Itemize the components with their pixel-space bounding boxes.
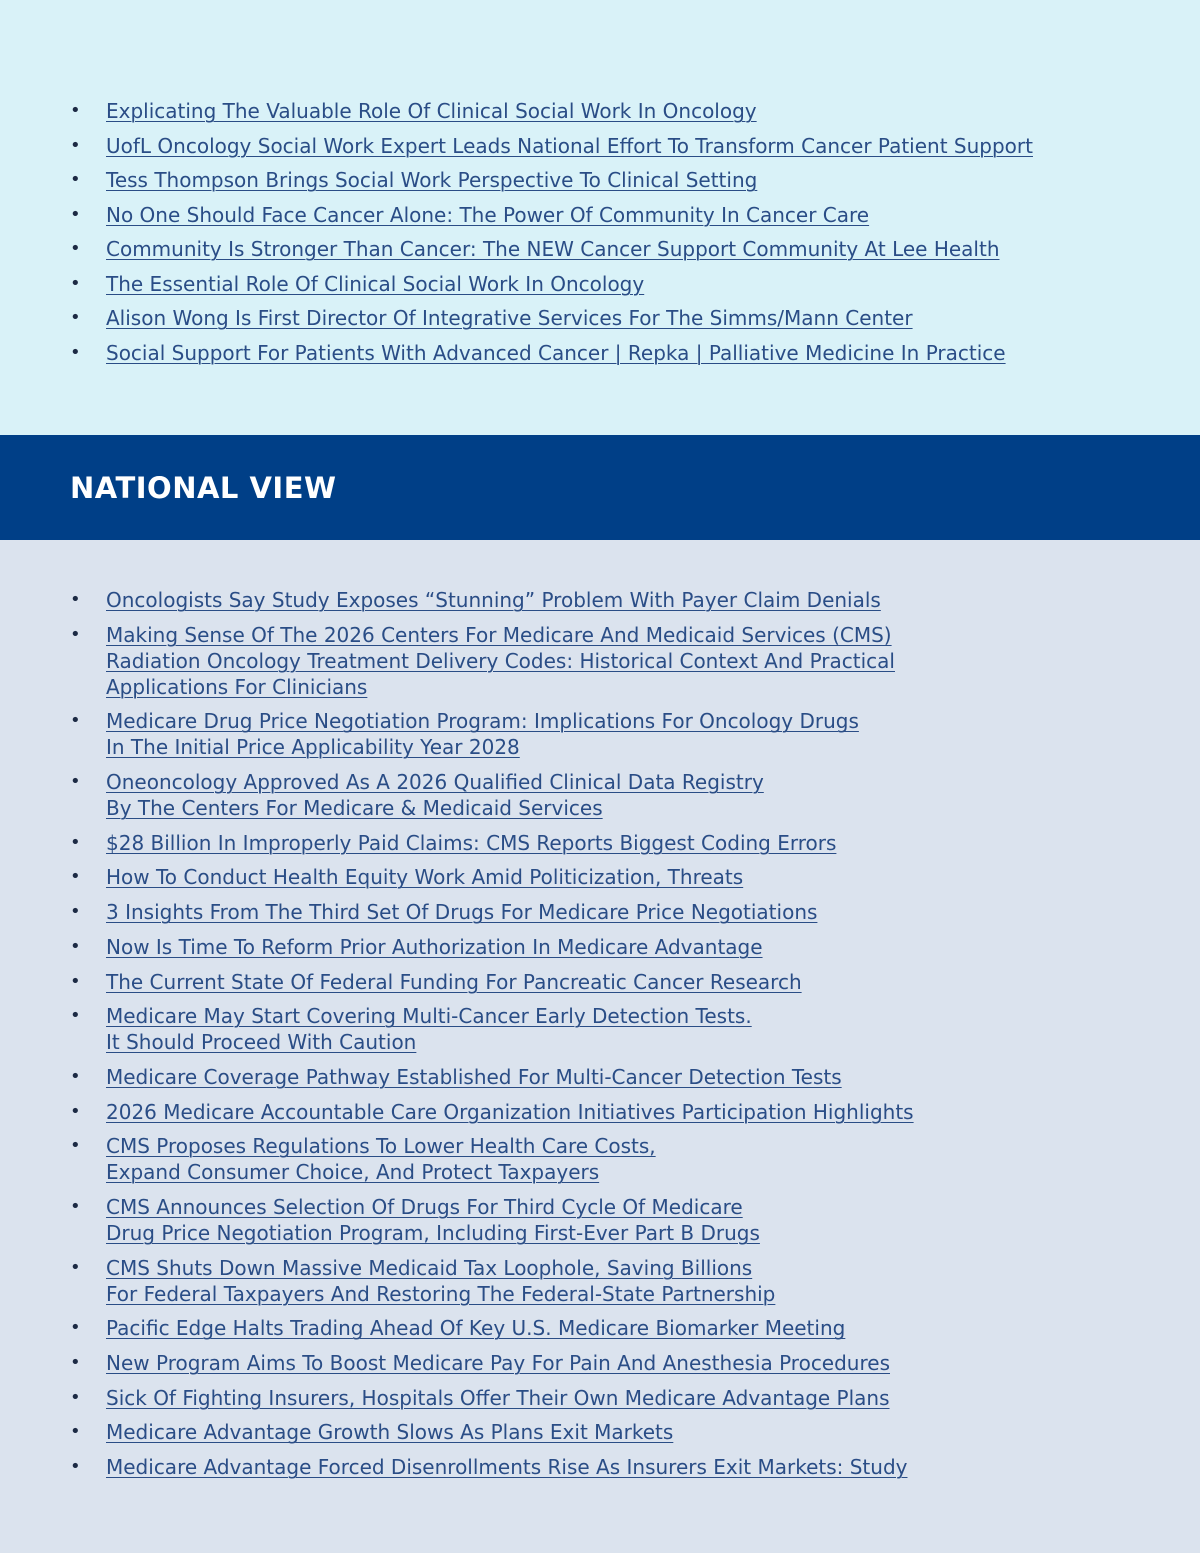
list-item — [70, 1064, 1130, 1090]
list-item — [70, 202, 1130, 228]
list-item — [70, 1255, 1130, 1307]
link-text-line: Now Is Time To Reform Prior Authorization In Medicare Advantage — [106, 934, 763, 959]
article-link[interactable] — [106, 970, 802, 994]
bullet-icon: • — [70, 771, 81, 793]
link-text-line: UofL Oncology Social Work Expert Leads National Effort To Transform Cancer Patient Support — [106, 133, 1033, 158]
link-text-line: Expand Consumer Choice, And Protect Taxpayers — [106, 1160, 600, 1185]
bullet-icon: • — [70, 831, 81, 853]
link-text-line: Medicare Advantage Growth Slows As Plans Exit Markets — [106, 1420, 674, 1445]
article-link[interactable] — [106, 900, 817, 924]
link-text-line: Medicare Drug Price Negotiation Program: Implications For Oncology Drugs — [106, 709, 859, 734]
article-link[interactable] — [106, 99, 757, 123]
national-view-banner — [0, 435, 1200, 540]
list-item — [70, 1315, 1130, 1341]
link-text-line: Medicare Advantage Forced Disenrollments Rise As Insurers Exit Markets: Study — [106, 1455, 908, 1480]
list-item — [70, 271, 1130, 297]
article-link[interactable] — [106, 1316, 845, 1340]
link-text-line: For Federal Taxpayers And Restoring The Federal-State Partnership — [106, 1281, 776, 1306]
article-link[interactable] — [106, 623, 895, 699]
link-text-line: Explicating The Valuable Role Of Clinical Social Work In Oncology — [106, 99, 757, 123]
article-link[interactable] — [106, 1455, 907, 1479]
article-link[interactable] — [106, 237, 1000, 261]
bullet-icon: • — [70, 1386, 81, 1408]
article-link[interactable] — [106, 341, 1006, 365]
link-text-line: Drug Price Negotiation Program, Including First-Ever Part B Drugs — [106, 1220, 760, 1245]
list-item — [70, 1350, 1130, 1376]
link-text-line: No One Should Face Cancer Alone: The Power Of Community In Cancer Care — [106, 202, 870, 227]
bullet-icon: • — [70, 100, 81, 121]
link-text-line: CMS Shuts Down Massive Medicaid Tax Loophole, Saving Billions — [106, 1255, 753, 1280]
article-link[interactable] — [106, 1134, 656, 1184]
bullet-icon: • — [70, 1195, 81, 1217]
link-text-line: Sick Of Fighting Insurers, Hospitals Offer Their Own Medicare Advantage Plans — [106, 1385, 890, 1410]
top-links-section — [0, 0, 1200, 435]
national-link-list — [0, 587, 1200, 1480]
list-item — [70, 969, 1130, 995]
bullet-icon: • — [70, 1065, 81, 1087]
link-text-line: Oncologists Say Study Exposes “Stunning” Problem With Payer Claim Denials — [106, 588, 881, 612]
link-text-line: Tess Thompson Brings Social Work Perspective To Clinical Setting — [106, 168, 758, 192]
link-text-line: The Essential Role Of Clinical Social Work In Oncology — [106, 271, 645, 296]
list-item — [70, 769, 1130, 821]
bullet-icon: • — [70, 1317, 81, 1339]
article-link[interactable] — [106, 1256, 775, 1306]
article-link[interactable] — [106, 1195, 760, 1245]
bullet-icon: • — [70, 1100, 81, 1122]
article-link[interactable] — [106, 935, 763, 959]
list-item — [70, 1194, 1130, 1246]
list-item — [70, 934, 1130, 960]
link-text-line: Applications For Clinicians — [106, 674, 368, 699]
list-item — [70, 305, 1130, 331]
link-text-line: It Should Proceed With Caution — [106, 1030, 417, 1055]
bullet-icon: • — [70, 1005, 81, 1027]
bullet-icon: • — [70, 1135, 81, 1157]
list-item — [70, 864, 1130, 890]
article-link[interactable] — [106, 203, 869, 227]
top-link-list — [0, 98, 1200, 366]
bullet-icon: • — [70, 935, 81, 957]
article-link[interactable] — [106, 1065, 842, 1089]
article-link[interactable] — [106, 272, 644, 296]
article-link[interactable] — [106, 306, 913, 330]
link-text-line: Alison Wong Is First Director Of Integrative Services For The Simms/Mann Center — [106, 306, 913, 330]
bullet-icon: • — [70, 1456, 81, 1478]
national-view-section — [0, 540, 1200, 1553]
bullet-icon: • — [70, 203, 81, 225]
link-text-line: CMS Proposes Regulations To Lower Health Care Costs, — [106, 1134, 656, 1159]
article-link[interactable] — [106, 588, 881, 612]
list-item — [70, 899, 1130, 925]
link-text-line: $28 Billion In Improperly Paid Claims: CMS Reports Biggest Coding Errors — [106, 830, 837, 855]
article-link[interactable] — [106, 1386, 890, 1410]
list-item — [70, 236, 1130, 262]
bullet-icon: • — [70, 1421, 81, 1443]
link-text-line: Social Support For Patients With Advanced Cancer | Repka | Palliative Medicine In Practice — [106, 340, 1006, 365]
bullet-icon: • — [70, 866, 81, 888]
list-item — [70, 1454, 1130, 1480]
link-text-line: Medicare Coverage Pathway Established For Multi-Cancer Detection Tests — [106, 1064, 842, 1089]
list-item — [70, 830, 1130, 856]
link-text-line: The Current State Of Federal Funding For Pancreatic Cancer Research — [106, 969, 802, 994]
bullet-icon: • — [70, 307, 81, 328]
list-item — [70, 1419, 1130, 1445]
list-item — [70, 340, 1130, 366]
link-text-line: Medicare May Start Covering Multi-Cancer Early Detection Tests. — [106, 1004, 752, 1029]
link-text-line: CMS Announces Selection Of Drugs For Third Cycle Of Medicare — [106, 1194, 743, 1219]
article-link[interactable] — [106, 1420, 673, 1444]
link-text-line: Radiation Oncology Treatment Delivery Codes: Historical Context And Practical — [106, 648, 895, 673]
link-text-line: Community Is Stronger Than Cancer: The NEW Cancer Support Community At Lee Health — [106, 237, 1000, 261]
list-item — [70, 622, 1130, 700]
bullet-icon: • — [70, 272, 81, 294]
article-link[interactable] — [106, 709, 859, 759]
list-item — [70, 1003, 1130, 1055]
section-heading: NATIONAL VIEW — [70, 470, 337, 505]
list-item — [70, 1385, 1130, 1411]
article-link[interactable] — [106, 1004, 752, 1054]
list-item — [70, 1133, 1130, 1185]
bullet-icon: • — [70, 710, 81, 732]
link-text-line: New Program Aims To Boost Medicare Pay For Pain And Anesthesia Procedures — [106, 1351, 890, 1375]
bullet-icon: • — [70, 1256, 81, 1278]
bullet-icon: • — [70, 589, 81, 610]
link-text-line: Pacific Edge Halts Trading Ahead Of Key U.S. Medicare Biomarker Meeting — [106, 1316, 846, 1341]
bullet-icon: • — [70, 901, 81, 923]
list-item — [70, 1099, 1130, 1125]
list-item — [70, 167, 1130, 193]
list-item — [70, 133, 1130, 159]
list-item — [70, 587, 1130, 613]
link-text-line: 3 Insights From The Third Set Of Drugs For Medicare Price Negotiations — [106, 900, 818, 925]
link-text-line: In The Initial Price Applicability Year 2028 — [106, 735, 520, 760]
link-text-line: By The Centers For Medicare & Medicaid Services — [106, 796, 603, 821]
article-link[interactable] — [106, 831, 836, 855]
bullet-icon: • — [70, 134, 81, 156]
link-text-line: How To Conduct Health Equity Work Amid Politicization, Threats — [106, 865, 744, 890]
article-link[interactable] — [106, 865, 743, 889]
list-item — [70, 98, 1130, 124]
link-text-line: Oneoncology Approved As A 2026 Qualified Clinical Data Registry — [106, 770, 764, 795]
bullet-icon: • — [70, 623, 81, 645]
article-link[interactable] — [106, 1100, 914, 1124]
article-link[interactable] — [106, 134, 1033, 158]
article-link[interactable] — [106, 1351, 890, 1375]
bullet-icon: • — [70, 1352, 81, 1373]
list-item — [70, 708, 1130, 760]
link-text-line: Making Sense Of The 2026 Centers For Medicare And Medicaid Services (CMS) — [106, 622, 892, 647]
bullet-icon: • — [70, 970, 81, 992]
article-link[interactable] — [106, 168, 757, 192]
article-link[interactable] — [106, 770, 764, 820]
link-text-line: 2026 Medicare Accountable Care Organization Initiatives Participation Highlights — [106, 1099, 914, 1124]
bullet-icon: • — [70, 238, 81, 259]
bullet-icon: • — [70, 169, 81, 190]
bullet-icon: • — [70, 341, 81, 363]
